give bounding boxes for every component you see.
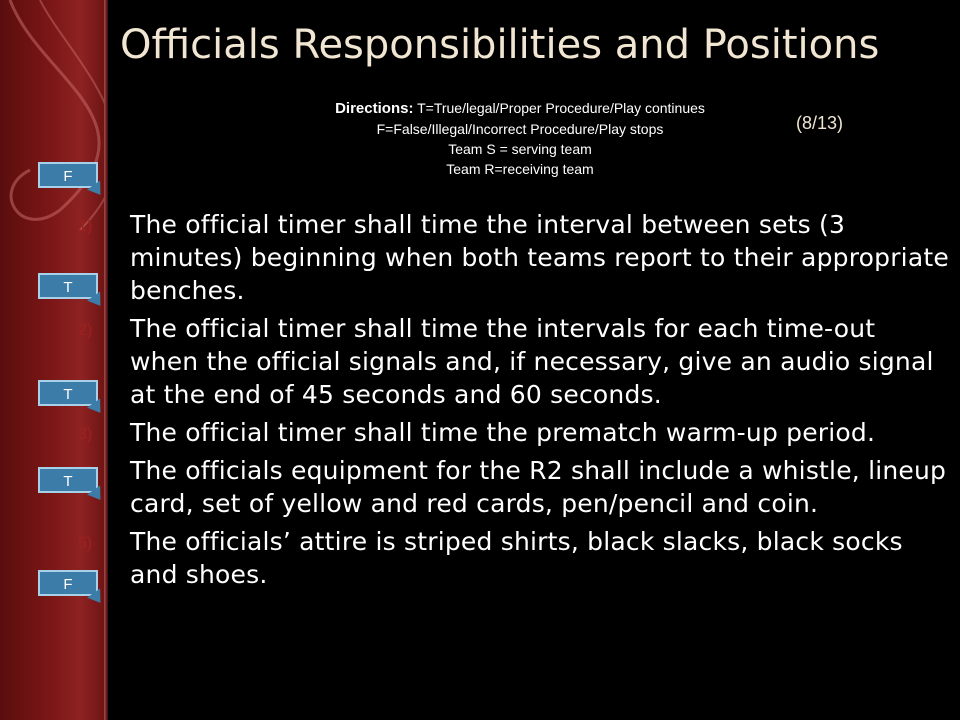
directions-label: Directions: (335, 100, 414, 117)
item-text: The official timer shall time the prematch warm-up period. (130, 418, 876, 447)
directions-block (250, 98, 790, 179)
list-item (78, 454, 950, 520)
list-item (78, 416, 950, 449)
answer-badge-3: T (38, 380, 98, 406)
directions-line-3: Team S = serving team (448, 141, 592, 157)
directions-line-4: Team R=receiving team (446, 161, 594, 177)
directions-line-1 (250, 98, 790, 119)
slide-counter: (8/13) (796, 113, 844, 133)
list-item (78, 312, 950, 411)
item-text: The official timer shall time the interval between sets (3 minutes) beginning when both teams report to their appropriate benches. (130, 210, 949, 305)
item-number: 2) (78, 322, 93, 339)
item-text: The official timer shall time the intervals for each time-out when the official signals and, if necessary, give an audio signal at the end of 45 seconds and 60 seconds. (130, 314, 934, 409)
question-list (78, 208, 950, 591)
item-number: 3) (78, 426, 93, 443)
list-item (78, 208, 950, 307)
answer-badge-4: T (38, 467, 98, 493)
item-text: The officials’ attire is striped shirts, black slacks, black socks and shoes. (130, 527, 903, 589)
page-title: Officials Responsibilities and Positions (120, 22, 880, 68)
item-number: 1) (78, 218, 93, 235)
directions-true-text: T=True/legal/Proper Procedure/Play continues (417, 100, 705, 116)
item-number: 5) (78, 535, 93, 552)
item-text: The officials equipment for the R2 shall include a whistle, lineup card, set of yellow and red cards, pen/pencil and coin. (130, 456, 947, 518)
directions-line-2: F=False/Illegal/Incorrect Procedure/Play stops (376, 121, 664, 137)
answer-badge-5: F (38, 570, 98, 596)
answer-badge-2: T (38, 273, 98, 299)
list-item (78, 525, 950, 591)
answer-badge-1: F (38, 162, 98, 188)
